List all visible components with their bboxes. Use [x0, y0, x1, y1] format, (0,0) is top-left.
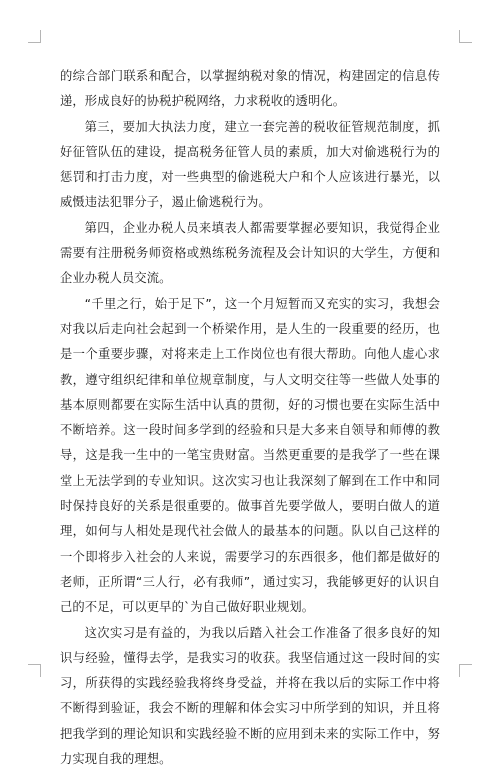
paragraph-continuation: 的综合部门联系和配合，以掌握纳税对象的情况，构建固定的信息传递，形成良好的协税护税网络，力求税收的透明化。: [60, 69, 440, 109]
paragraph-internship-reflection: “千里之行，始于足下”，这一个月短暂而又充实的实习，我想会对我以后走向社会起到一个桥梁作用，是人生的一段重要的经历，也是一个重要步骤，对将来走上工作岗位也有很大帮助。向他人虚心求教，遵守组织纪律和单位规章制度，与人文明交往等一些做人处事的基本原则都要在实际生活中认真的贯彻，好的习惯也要在实际生活中不断培养。这一段时间多学到的经验和只是大多来自领导和师傅的教导，这是我一生中的一笔宝贵财富。当然更重要的是我学了一些在课堂上无法学到的专业知识。这次实习也让我深刻了解到在工作中和同时保持良好的关系是很重要的。做事首先要学做人，要明白做人的道理，如何与人相处是现代社会做人的最基本的问题。队以自己这样的一个即将步入社会的人来说，需要学习的东西很多，他们都是做好的老师，正所谓“三人行，必有我师”，通过实习，我能够更好的认识自己的不足，可以更早的`为自己做好职业规划。: [60, 296, 440, 615]
paragraph-conclusion: 这次实习是有益的，为我以后踏入社会工作准备了很多良好的知识与经验，懂得去学，是我实习的收获。我坚信通过这一段时间的实习，所获得的实践经验我将终身受益，并将在我以后的实际工作中将不断得到验证，我会不断的理解和体会实习中所学到的知识，并且将把我学到的理论知识和实践经验不断的应用到未来的实际工作中，努力实现自我的理想。: [60, 625, 440, 767]
paragraph-tax-staff: 第四，企业办税人员来填表人都需要掌握必要知识，我觉得企业需要有注册税务师资格或熟练税务流程及会计知识的大学生，方便和企业办税人员交流。: [60, 220, 440, 286]
crop-mark-bottom-left: [28, 664, 41, 677]
document-body: [60, 64, 440, 772]
paragraph-enforcement: 第三，要加大执法力度，建立一套完善的税收征管规范制度，抓好征管队伍的建设，提高税务征管人员的素质，加大对偷逃税行为的惩罚和打击力度，对一些典型的偷逃税大户和个人应该进行暴光，以威慑违法犯罪分子，遏止偷逃税行为。: [60, 119, 440, 210]
crop-mark-bottom-right: [459, 664, 472, 677]
crop-mark-top-right: [459, 30, 472, 43]
crop-mark-top-left: [28, 30, 41, 43]
